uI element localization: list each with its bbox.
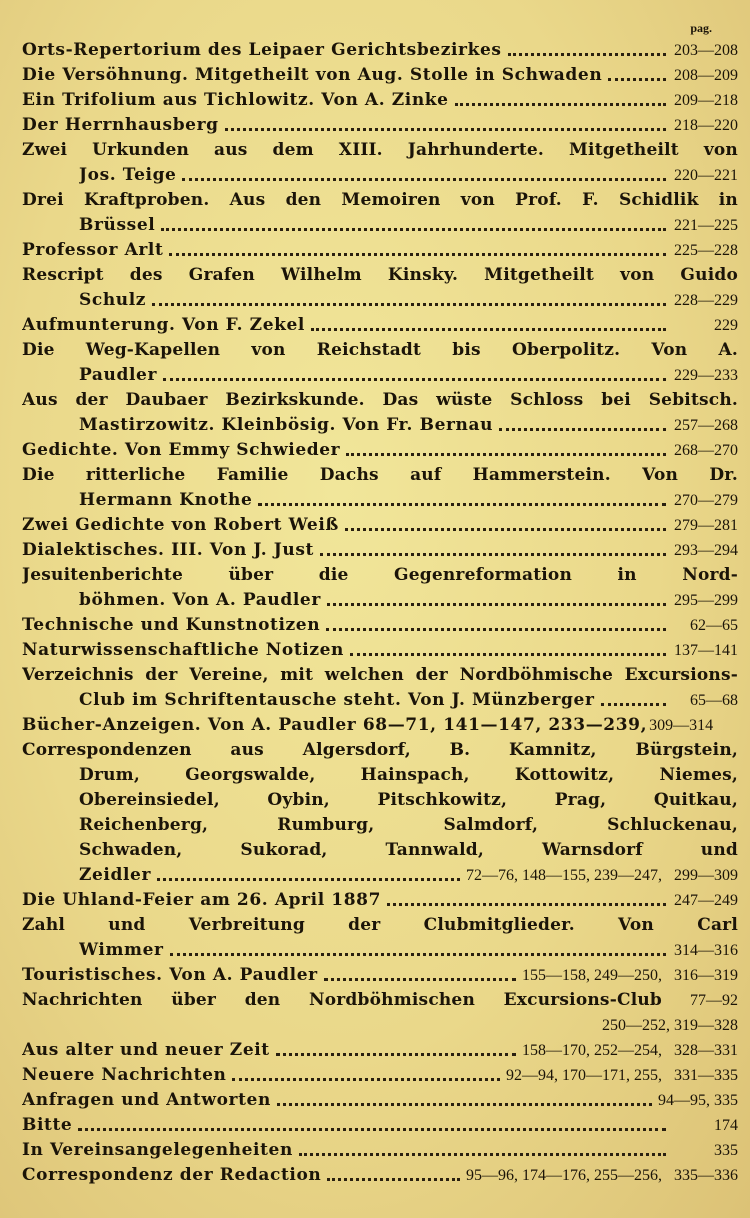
toc-entry bbox=[22, 188, 738, 238]
dot-leader bbox=[258, 494, 666, 506]
toc-entry bbox=[22, 613, 738, 638]
toc-entry bbox=[22, 463, 738, 513]
toc-line bbox=[22, 838, 738, 863]
entry-extra-pages: 92—94, 170—171, 255, bbox=[506, 1067, 662, 1084]
toc-line bbox=[22, 938, 738, 963]
toc-line bbox=[22, 763, 738, 788]
entry-pages: 137—141 bbox=[674, 642, 738, 659]
toc-entry bbox=[22, 263, 738, 313]
entry-pages: 174 bbox=[714, 1117, 738, 1134]
toc-line bbox=[22, 588, 738, 613]
entry-title: Technische und Kunstnotizen bbox=[22, 615, 321, 635]
entry-title: Die Weg-Kapellen von Reichstadt bis Oberpolitz. Von A. bbox=[22, 340, 738, 360]
toc-line bbox=[22, 163, 738, 188]
dot-leader bbox=[387, 894, 666, 906]
toc-entry bbox=[22, 1113, 738, 1138]
dot-leader bbox=[78, 1119, 666, 1131]
dot-leader bbox=[163, 369, 666, 381]
toc-line bbox=[22, 388, 738, 413]
entry-extra-pages: 95—96, 174—176, 255—256, bbox=[466, 1167, 662, 1184]
toc-entries bbox=[22, 38, 738, 1188]
toc-line bbox=[22, 213, 738, 238]
entry-pages: 220—221 bbox=[674, 167, 738, 184]
toc-line bbox=[22, 63, 738, 88]
entry-title: Dialektisches. III. Von J. Just bbox=[22, 540, 315, 560]
toc-line bbox=[22, 913, 738, 938]
entry-pages: 293—294 bbox=[674, 542, 738, 559]
toc-entry bbox=[22, 38, 738, 63]
toc-line bbox=[22, 538, 738, 563]
entry-title: Reichenberg, Rumburg, Salmdorf, Schluckenau, bbox=[79, 815, 738, 835]
dot-leader bbox=[157, 869, 460, 881]
dot-leader bbox=[276, 1044, 516, 1056]
toc-entry bbox=[22, 1063, 738, 1088]
entry-extra-pages: 155—158, 249—250, bbox=[522, 967, 662, 984]
toc-entry bbox=[22, 113, 738, 138]
dot-leader bbox=[182, 169, 666, 181]
dot-leader bbox=[499, 419, 666, 431]
toc-entry bbox=[22, 638, 738, 663]
toc-line bbox=[22, 1138, 738, 1163]
entry-title: Hermann Knothe bbox=[79, 490, 253, 510]
dot-leader bbox=[608, 69, 666, 81]
entry-title: Ein Trifolium aus Tichlowitz. Von A. Zinke bbox=[22, 90, 449, 110]
entry-title: Neuere Nachrichten bbox=[22, 1065, 227, 1085]
dot-leader bbox=[299, 1144, 666, 1156]
entry-pages: 218—220 bbox=[674, 117, 738, 134]
toc-entry bbox=[22, 313, 738, 338]
dot-leader bbox=[320, 544, 666, 556]
dot-leader bbox=[161, 219, 666, 231]
entry-pages: 295—299 bbox=[674, 592, 738, 609]
entry-pages: 77—92 bbox=[690, 992, 738, 1009]
entry-title: Club im Schriftentausche steht. Von J. Münzberger bbox=[79, 690, 595, 710]
entry-title: Wimmer bbox=[79, 940, 164, 960]
entry-pages: 279—281 bbox=[674, 517, 738, 534]
entry-extra-pages: 72—76, 148—155, 239—247, bbox=[466, 867, 662, 884]
entry-pages: 203—208 bbox=[674, 42, 738, 59]
entry-title: Professor Arlt bbox=[22, 240, 164, 260]
entry-pages: 94—95, 335 bbox=[658, 1092, 738, 1109]
dot-leader bbox=[311, 319, 666, 331]
entry-title: Zwei Gedichte von Robert Weiß bbox=[22, 515, 339, 535]
entry-pages: 316—319 bbox=[674, 967, 738, 984]
toc-line bbox=[22, 288, 738, 313]
toc-entry bbox=[22, 738, 738, 888]
toc-line bbox=[22, 1163, 738, 1188]
entry-title: Jos. Teige bbox=[79, 165, 177, 185]
toc-entry bbox=[22, 388, 738, 438]
dot-leader bbox=[601, 694, 666, 706]
entry-extra-pages: 158—170, 252—254, bbox=[522, 1042, 662, 1059]
entry-title: In Vereinsangelegenheiten bbox=[22, 1140, 293, 1160]
toc-entry bbox=[22, 563, 738, 613]
toc-line bbox=[22, 363, 738, 388]
toc-line bbox=[22, 1113, 738, 1138]
toc-line bbox=[22, 788, 738, 813]
toc-entry bbox=[22, 88, 738, 113]
toc-entry bbox=[22, 963, 738, 988]
entry-title: Correspondenzen aus Algersdorf, B. Kamnitz, Bürgstein, bbox=[22, 740, 738, 760]
toc-line bbox=[22, 413, 738, 438]
entry-title: Mastirzowitz. Kleinbösig. Von Fr. Bernau bbox=[79, 415, 494, 435]
toc-entry bbox=[22, 1038, 738, 1063]
page-column-label: pag. bbox=[690, 21, 712, 35]
entry-pages: 209—218 bbox=[674, 92, 738, 109]
entry-pages: 228—229 bbox=[674, 292, 738, 309]
toc-entry bbox=[22, 238, 738, 263]
toc-line bbox=[22, 238, 738, 263]
dot-leader bbox=[324, 969, 516, 981]
toc-line bbox=[22, 563, 738, 588]
toc-entry bbox=[22, 663, 738, 713]
dot-leader bbox=[225, 119, 666, 131]
toc-entry bbox=[22, 63, 738, 88]
entry-title: Nachrichten über den Nordböhmischen Excursions-Club bbox=[22, 990, 662, 1010]
entry-title: Zeidler bbox=[79, 865, 152, 885]
toc-line bbox=[22, 338, 738, 363]
dot-leader bbox=[508, 44, 666, 56]
toc-entry bbox=[22, 713, 738, 738]
dot-leader bbox=[327, 1169, 460, 1181]
entry-title: Zahl und Verbreitung der Clubmitglieder. Von Carl bbox=[22, 915, 738, 935]
entry-title: Brüssel bbox=[79, 215, 156, 235]
toc-line bbox=[22, 263, 738, 288]
toc-line bbox=[22, 188, 738, 213]
toc-line bbox=[22, 888, 738, 913]
dot-leader bbox=[346, 444, 666, 456]
entry-title: Bitte bbox=[22, 1115, 73, 1135]
dot-leader bbox=[326, 619, 666, 631]
toc-line bbox=[22, 1088, 738, 1113]
entry-pages: 335 bbox=[714, 1142, 738, 1159]
toc-line bbox=[22, 88, 738, 113]
entry-pages: 229 bbox=[714, 317, 738, 334]
entry-title: Touristisches. Von A. Paudler bbox=[22, 965, 318, 985]
entry-pages: 270—279 bbox=[674, 492, 738, 509]
toc-line bbox=[22, 738, 738, 763]
dot-leader bbox=[455, 94, 666, 106]
toc-entry bbox=[22, 888, 738, 913]
toc-line bbox=[22, 813, 738, 838]
dot-leader bbox=[232, 1069, 500, 1081]
entry-title: Zwei Urkunden aus dem XIII. Jahrhunderte. Mitgetheilt von bbox=[22, 140, 738, 160]
entry-title: Der Herrnhausberg bbox=[22, 115, 219, 135]
entry-title: böhmen. Von A. Paudler bbox=[79, 590, 321, 610]
toc-line bbox=[22, 463, 738, 488]
dot-leader bbox=[345, 519, 666, 531]
toc-line bbox=[22, 138, 738, 163]
entry-pages: 247—249 bbox=[674, 892, 738, 909]
entry-title: Aus der Daubaer Bezirkskunde. Das wüste Schloss bei Sebitsch. bbox=[22, 390, 738, 410]
dot-leader bbox=[169, 244, 666, 256]
entry-title: Correspondenz der Redaction bbox=[22, 1165, 322, 1185]
dot-leader bbox=[277, 1094, 652, 1106]
toc-line bbox=[22, 313, 738, 338]
toc-line bbox=[22, 513, 738, 538]
toc-entry bbox=[22, 138, 738, 188]
entry-title: Anfragen und Antworten bbox=[22, 1090, 271, 1110]
entry-title: Aufmunterung. Von F. Zekel bbox=[22, 315, 305, 335]
toc-line bbox=[22, 1013, 738, 1038]
toc-line bbox=[22, 38, 738, 63]
toc-entry bbox=[22, 338, 738, 388]
entry-title: Obereinsiedel, Oybin, Pitschkowitz, Prag, Quitkau, bbox=[79, 790, 738, 810]
entry-pages: 229—233 bbox=[674, 367, 738, 384]
entry-pages: 225—228 bbox=[674, 242, 738, 259]
toc-line bbox=[22, 1038, 738, 1063]
entry-title: Orts-Repertorium des Leipaer Gerichtsbezirkes bbox=[22, 40, 502, 60]
toc-entry bbox=[22, 1088, 738, 1113]
entry-title: Paudler bbox=[79, 365, 158, 385]
entry-title: Rescript des Grafen Wilhelm Kinsky. Mitgetheilt von Guido bbox=[22, 265, 738, 285]
entry-pages: 257—268 bbox=[674, 417, 738, 434]
entry-title: Naturwissenschaftliche Notizen bbox=[22, 640, 344, 660]
toc-entry bbox=[22, 1163, 738, 1188]
dot-leader bbox=[152, 294, 666, 306]
entry-title: Die Uhland-Feier am 26. April 1887 bbox=[22, 890, 381, 910]
entry-title: Jesuitenberichte über die Gegenreformation in Nord- bbox=[22, 565, 738, 585]
toc-line bbox=[22, 688, 738, 713]
entry-title: Verzeichnis der Vereine, mit welchen der Nordböhmische Excursions- bbox=[22, 665, 738, 685]
entry-title: Schwaden, Sukorad, Tannwald, Warnsdorf und bbox=[79, 840, 738, 860]
entry-pages: 335—336 bbox=[674, 1167, 738, 1184]
entry-pages: 268—270 bbox=[674, 442, 738, 459]
entry-pages: 299—309 bbox=[674, 867, 738, 884]
entry-pages: 328—331 bbox=[674, 1042, 738, 1059]
entry-pages: 314—316 bbox=[674, 942, 738, 959]
toc-line bbox=[22, 1063, 738, 1088]
entry-title: Gedichte. Von Emmy Schwieder bbox=[22, 440, 341, 460]
entry-pages: 221—225 bbox=[674, 217, 738, 234]
toc-line bbox=[22, 963, 738, 988]
entry-pages: 250—252, 319—328 bbox=[602, 1017, 738, 1034]
toc-entry bbox=[22, 913, 738, 963]
toc-entry bbox=[22, 438, 738, 463]
entry-pages: 65—68 bbox=[690, 692, 738, 709]
toc-entry bbox=[22, 538, 738, 563]
toc-line bbox=[22, 113, 738, 138]
toc-line bbox=[22, 663, 738, 688]
entry-title: Bücher-Anzeigen. Von A. Paudler 68—71, 141—147, 233—239, bbox=[22, 715, 648, 735]
toc-line bbox=[22, 863, 738, 888]
toc-entry bbox=[22, 988, 738, 1038]
dot-leader bbox=[327, 594, 666, 606]
toc-line bbox=[22, 638, 738, 663]
entry-pages: 62—65 bbox=[690, 617, 738, 634]
entry-title: Die Versöhnung. Mitgetheilt von Aug. Stolle in Schwaden bbox=[22, 65, 603, 85]
entry-title: Drum, Georgswalde, Hainspach, Kottowitz, Niemes, bbox=[79, 765, 738, 785]
entry-pages: 208—209 bbox=[674, 67, 738, 84]
entry-pages: 309—314 bbox=[649, 717, 714, 734]
entry-title: Die ritterliche Familie Dachs auf Hammerstein. Von Dr. bbox=[22, 465, 738, 485]
dot-leader bbox=[350, 644, 666, 656]
entry-title: Drei Kraftproben. Aus den Memoiren von Prof. F. Schidlik in bbox=[22, 190, 738, 210]
toc-line bbox=[22, 613, 738, 638]
toc-entry bbox=[22, 513, 738, 538]
toc-line bbox=[22, 988, 738, 1013]
entry-title: Schulz bbox=[79, 290, 147, 310]
toc-line bbox=[22, 438, 738, 463]
toc-line bbox=[22, 488, 738, 513]
toc-line bbox=[22, 713, 738, 738]
entry-pages: 331—335 bbox=[674, 1067, 738, 1084]
dot-leader bbox=[170, 944, 666, 956]
entry-title: Aus alter und neuer Zeit bbox=[22, 1040, 270, 1060]
toc-entry bbox=[22, 1138, 738, 1163]
